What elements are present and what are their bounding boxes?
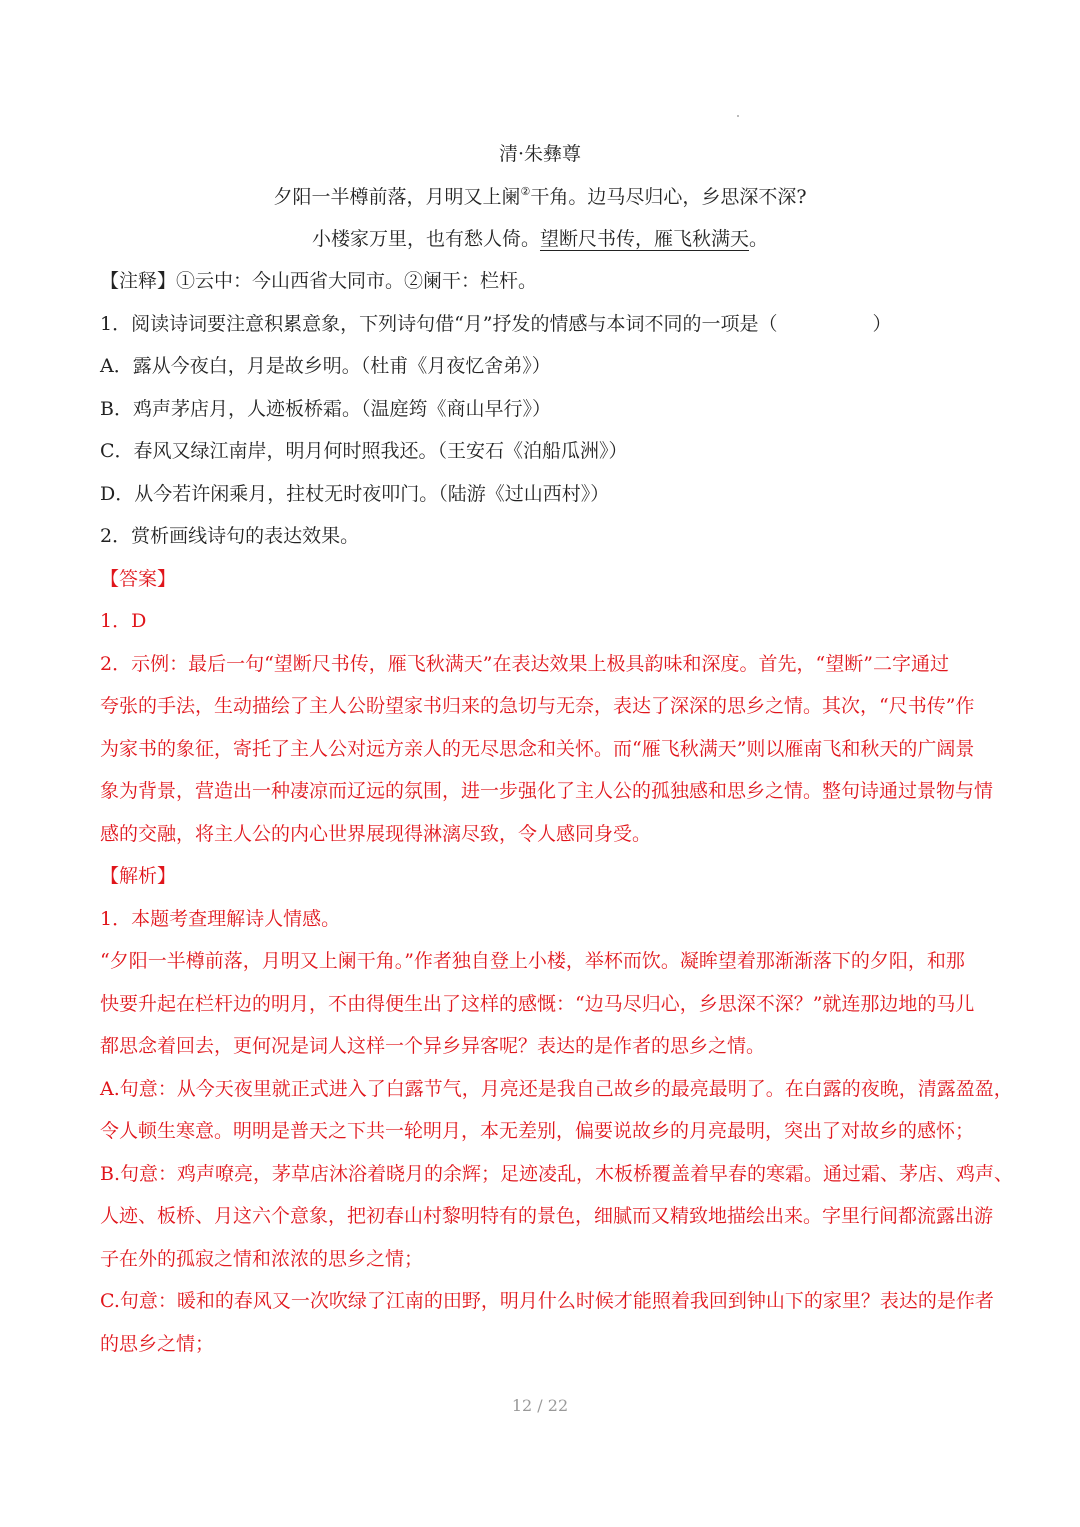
analysis-line: 子在外的孤寂之情和浓浓的思乡之情； (100, 1248, 424, 1270)
answer-q1: 1．D (100, 610, 147, 632)
answer-q2-line: 感的交融，将主人公的内心世界展现得淋漓尽致，令人感同身受。 (100, 823, 652, 845)
poem-line-1 (0, 184, 1080, 210)
question-1-option-c: C．春风又绿江南岸，明月何时照我还。（王安石《泊船瓜洲》） (100, 440, 628, 462)
answer-header: 【答案】 (100, 568, 177, 590)
answer-q2-line: 为家书的象征，寄托了主人公对远方亲人的无尽思念和关怀。而“雁飞秋满天”则以雁南飞和秋天的广阔景 (100, 738, 975, 760)
question-1-stem: 1．阅读诗词要注意积累意象，下列诗句借“月”抒发的情感与本词不同的一项是（ ） (100, 313, 892, 335)
answer-q2-line: 2．示例：最后一句“望断尺书传，雁飞秋满天”在表达效果上极具韵味和深度。首先，“望断”二字通过 (100, 653, 949, 675)
poem-line-2-part-a: 小楼家万里，也有愁人倚。 (311, 228, 540, 250)
analysis-line: “夕阳一半樽前落，月明又上阑干角。”作者独自登上小楼，举杯而饮。凝眸望着那渐渐落下的夕阳，和那 (100, 950, 965, 972)
poem-line-2-end: 。 (749, 228, 769, 250)
question-1-option-a: A．露从今夜白，月是故乡明。（杜甫《月夜忆舍弟》） (100, 355, 551, 377)
analysis-line: 都思念着回去，更何况是词人这样一个异乡异客呢？表达的是作者的思乡之情。 (100, 1035, 766, 1057)
poem-line-1-footnote-mark: ② (520, 185, 531, 198)
poem-author: 清·朱彝尊 (498, 143, 582, 165)
question-1-option-d: D．从今若许闲乘月，拄杖无时夜叩门。（陆游《过山西村》） (100, 483, 610, 505)
scan-dot (737, 115, 739, 117)
analysis-line: 令人顿生寒意。明明是普天之下共一轮明月，本无差别，偏要说故乡的月亮最明，突出了对故乡的感怀； (100, 1120, 975, 1142)
analysis-line: A.句意：从今天夜里就正式进入了白露节气，月亮还是我自己故乡的最亮最明了。在白露的夜晚，清露盈盈， (100, 1078, 1013, 1100)
answer-q2-line: 象为背景，营造出一种凄凉而辽远的氛围，进一步强化了主人公的孤独感和思乡之情。整句诗通过景物与情 (100, 780, 994, 802)
answer-q2-line: 夸张的手法，生动描绘了主人公盼望家书归来的急切与无奈，表达了深深的思乡之情。其次，“尺书传”作 (100, 695, 975, 717)
analysis-line: 快要升起在栏杆边的明月，不由得便生出了这样的感慨：“边马尽归心，乡思深不深？”就连那边地的马儿 (100, 993, 975, 1015)
poem-line-2 (0, 226, 1080, 252)
analysis-line: 人迹、板桥、月这六个意象，把初春山村黎明特有的景色，细腻而又精致地描绘出来。字里行间都流露出游 (100, 1205, 994, 1227)
question-2-stem: 2．赏析画线诗句的表达效果。 (100, 525, 360, 547)
page-number: 12 / 22 (511, 1396, 569, 1415)
question-1-option-b: B．鸡声茅店月，人迹板桥霜。（温庭筠《商山早行》） (100, 398, 551, 420)
poem-line-1-part-b: 干角。边马尽归心，乡思深不深? (530, 186, 807, 208)
poem-line-2-underlined: 望断尺书传，雁飞秋满天 (539, 228, 749, 250)
poem-line-1-part-a: 夕阳一半樽前落，月明又上阑 (273, 186, 521, 208)
analysis-line: 1．本题考查理解诗人情感。 (100, 908, 341, 930)
poem-note: 【注释】①云中：今山西省大同市。②阑干：栏杆。 (100, 270, 538, 292)
analysis-header: 【解析】 (100, 865, 177, 887)
analysis-line: 的思乡之情； (100, 1333, 215, 1355)
analysis-line: C.句意：暖和的春风又一次吹绿了江南的田野，明月什么时候才能照着我回到钟山下的家里？表达的是作者 (100, 1290, 994, 1312)
analysis-line: B.句意：鸡声嘹亮，茅草店沐浴着晓月的余辉；足迹凌乱，木板桥覆盖着早春的寒霜。通过霜、茅店、鸡声、 (100, 1163, 1014, 1185)
